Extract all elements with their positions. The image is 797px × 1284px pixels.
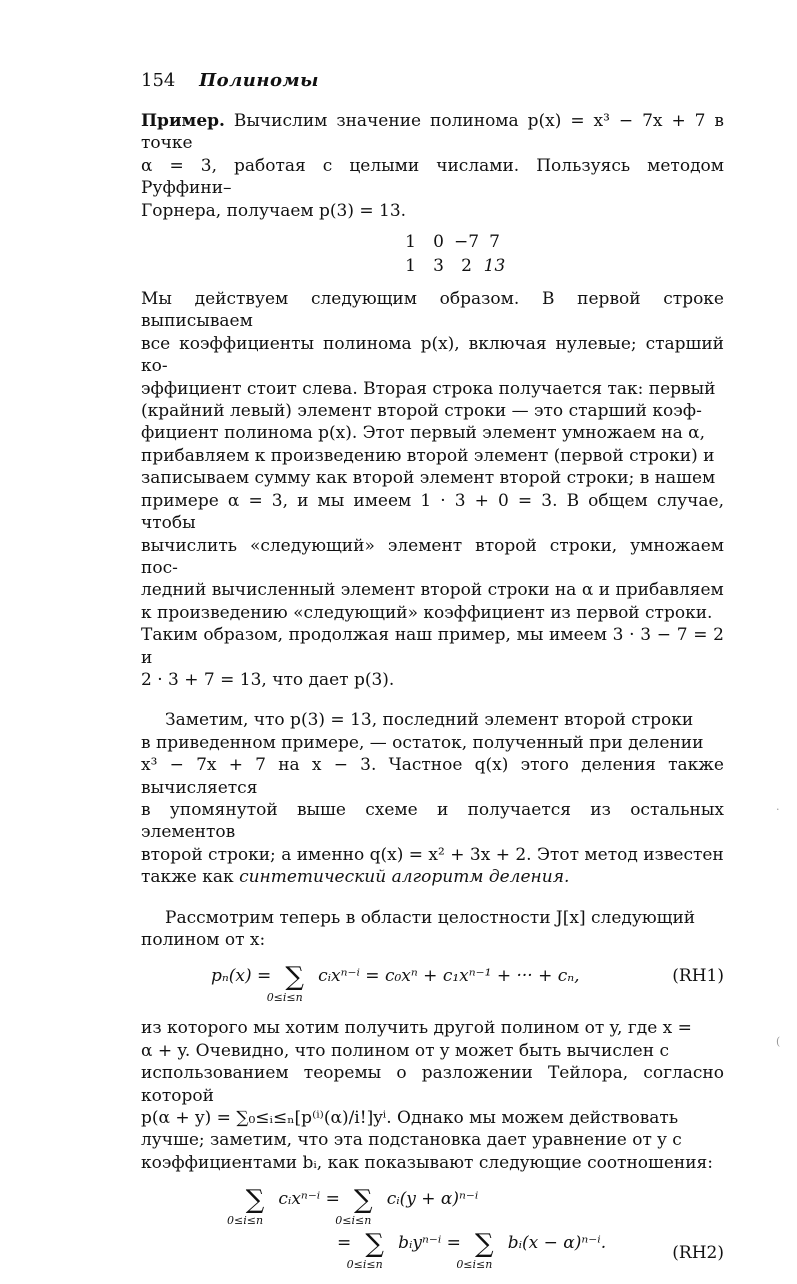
text-line: Рассмотрим теперь в области целостности J[x] следующий — [165, 907, 696, 928]
horner-cell: 2 — [461, 256, 472, 277]
text-line: полином от x: — [141, 930, 266, 950]
text-line: Горнера, получаем p(3) = 13. — [141, 200, 407, 221]
text-line: примере α = 3, и мы имеем 1 · 3 + 0 = 3. В общем случае, чтобы — [141, 490, 724, 534]
text-line: α = 3, работая с целыми числами. Пользуясь методом Руффини– — [141, 155, 724, 199]
horner-cell: −7 — [453, 232, 480, 253]
margin-mark: . — [776, 800, 780, 813]
text-line: к произведению «следующий» коэффициент из первой строки. — [141, 602, 713, 623]
text-line: x³ − 7x + 7 на x − 3. Частное q(x) этого деления также вычисляется — [141, 755, 724, 798]
text-line: вычислить «следующий» элемент второй строки, умножаем пос- — [141, 535, 724, 578]
text-line: Заметим, что p(3) = 13, последний элемент второй строки — [165, 710, 694, 731]
explanation-paragraph — [141, 288, 724, 691]
sum-symbol: ∑ 0≤i≤n — [266, 962, 304, 1005]
taylor-paragraph — [141, 1017, 724, 1174]
book-page — [141, 70, 724, 1284]
polynomial-intro-paragraph — [141, 907, 724, 952]
equation-label: (RH1) — [672, 966, 724, 987]
remainder-paragraph — [141, 709, 724, 888]
text-line: использованием теоремы о разложении Тейлора, согласно которой — [141, 1063, 724, 1106]
horner-cell: 1 — [405, 232, 416, 253]
rh2-term-b: cᵢ(y + α)ⁿ⁻ⁱ — [386, 1189, 479, 1210]
horner-cell: 7 — [489, 232, 500, 253]
horner-cell: 13 — [483, 256, 506, 277]
horner-row-2 — [141, 254, 724, 278]
term-synthetic-division: синтетический алгоритм деления. — [239, 867, 570, 888]
running-title: Полиномы — [199, 70, 319, 91]
rh1-lhs: pₙ(x) = — [211, 966, 272, 987]
text-line: 2 · 3 + 7 = 13, что дает p(3). — [141, 669, 395, 690]
text-line: фициент полинома p(x). Этот первый элемент умножаем на α, — [141, 423, 706, 444]
text-line: коэффициентами bᵢ, как показывают следующие соотношения: — [141, 1152, 714, 1173]
rh2-term-d: bᵢ(x − α)ⁿ⁻ⁱ. — [507, 1233, 607, 1254]
text-line: Мы действуем следующим образом. В первой строке выписываем — [141, 289, 724, 332]
rh1-rhs: cᵢxⁿ⁻ⁱ = c₀xⁿ + c₁xⁿ⁻¹ + ··· + cₙ, — [318, 966, 580, 987]
page-number: 154 — [141, 70, 176, 91]
text-line: α + y. Очевидно, что полином от y может быть вычислен с — [141, 1040, 669, 1061]
text-line: все коэффициенты полинома p(x), включая нулевые; старший ко- — [141, 333, 724, 377]
equation-rh1 — [141, 961, 724, 1005]
horner-cell: 3 — [433, 256, 444, 277]
sum-symbol: ∑ 0≤i≤n — [456, 1229, 494, 1272]
text-line: p(α + y) = ∑₀≤ᵢ≤ₙ[p⁽ⁱ⁾(α)/i!]yⁱ. Однако мы можем действовать — [141, 1108, 679, 1129]
horner-table — [141, 230, 724, 278]
sum-index-range: 0≤i≤n — [335, 1214, 372, 1228]
horner-cell: 1 — [405, 256, 416, 277]
example-paragraph — [141, 110, 724, 222]
text-line: в упомянутой выше схеме и получается из остальных элементов — [141, 799, 724, 843]
text-line: второй строки; а именно q(x) = x² + 3x + 2. Этот метод известен — [141, 844, 724, 865]
sum-index-range: 0≤i≤n — [227, 1214, 264, 1228]
horner-cell: 0 — [433, 232, 444, 253]
equation-rh2 — [141, 1184, 724, 1272]
sum-symbol: ∑ 0≤i≤n — [227, 1185, 265, 1228]
text-line: эффициент стоит слева. Вторая строка получается так: первый — [141, 378, 716, 399]
sum-symbol: ∑ 0≤i≤n — [346, 1229, 384, 1272]
rh2-term-a: cᵢxⁿ⁻ⁱ = — [278, 1189, 340, 1210]
text-line: записываем сумму как второй элемент второй строки; в нашем — [141, 468, 716, 489]
text-line: ледний вычисленный элемент второй строки на α и прибавляем — [141, 580, 724, 601]
text-line: в приведенном примере, — остаток, полученный при делении — [141, 732, 704, 753]
text-line: Таким образом, продолжая наш пример, мы имеем 3 · 3 − 7 = 2 и — [141, 625, 724, 668]
rh2-equals: = — [337, 1233, 352, 1254]
sum-symbol: ∑ 0≤i≤n — [335, 1185, 373, 1228]
horner-row-1 — [141, 230, 724, 254]
text-line: из которого мы хотим получить другой полином от y, где x = — [141, 1018, 692, 1039]
text-line: также как — [141, 867, 240, 888]
text-line: (крайний левый) элемент второй строки — это старший коэф- — [141, 401, 702, 422]
text-line: лучше; заметим, что эта подстановка дает уравнение от y с — [141, 1130, 682, 1151]
rh2-term-c: bᵢyⁿ⁻ⁱ = — [398, 1233, 461, 1254]
text-line: Вычислим значение полинома p(x) = x³ − 7x + 7 в точке — [141, 111, 725, 154]
equation-label: (RH2) — [672, 1243, 724, 1264]
sum-index-range: 0≤i≤n — [346, 1258, 383, 1272]
page-header — [141, 70, 724, 98]
sum-index-range: 0≤i≤n — [266, 991, 303, 1005]
sum-index-range: 0≤i≤n — [456, 1258, 493, 1272]
text-line: прибавляем к произведению второй элемент (первой строки) и — [141, 445, 715, 466]
margin-mark: ( — [776, 1035, 781, 1048]
example-lead: Пример. — [141, 111, 225, 131]
